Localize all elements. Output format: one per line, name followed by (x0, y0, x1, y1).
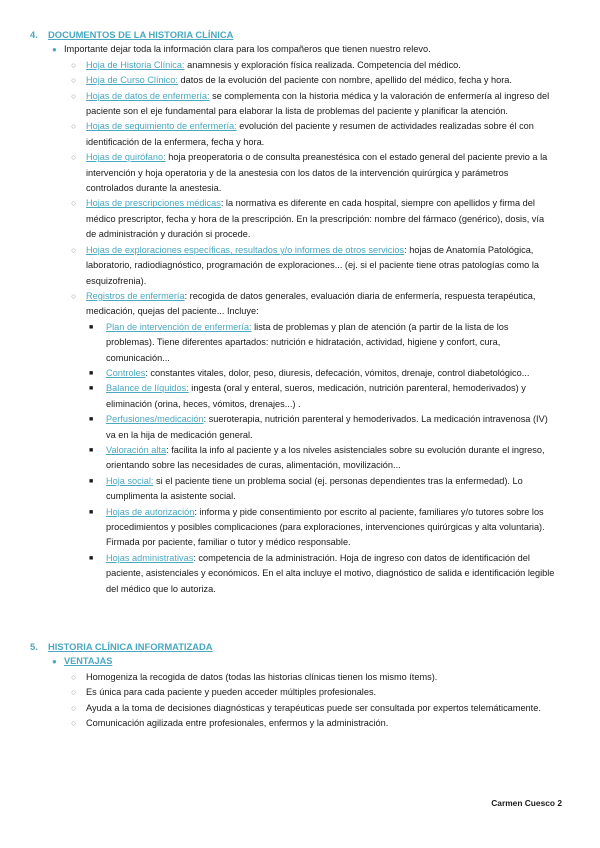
item-text: datos de la evolución del paciente con nombre, apellido del médico, fecha y hora. (177, 75, 512, 86)
square-bullet-icon: ■ (89, 554, 94, 562)
square-bullet-icon: ■ (89, 369, 94, 377)
subitem-text: : informa y pide consentimiento por escrito al paciente, familiares y/o tutores sobre los procedimientos y posibles complicaciones (para exploraciones, intervenciones quirúrgicas y alta voluntaria). Firmada por paciente, familiar o tutor y médico responsable. (106, 506, 545, 548)
square-bullet-icon: ■ (89, 508, 94, 516)
item-text: : hojas de Anatomía Patológica, laboratorio, radiodiagnóstico, programación de exploraciones... (ej. si el paciente tiene otras patologías como la esquizofrenia). (86, 244, 540, 286)
item-text: Comunicación agilizada entre profesionales, enfermos y la administración. (86, 718, 389, 729)
square-bullet-icon: ■ (89, 477, 94, 485)
list-item (30, 89, 556, 120)
sub-list-item (30, 474, 556, 505)
hollow-bullet-icon: ○ (71, 152, 77, 163)
hollow-bullet-icon: ○ (71, 198, 77, 209)
item-text: hoja preoperatoria o de consulta preanestésica con el estado general del paciente previo a la intervención y hoja operatoria y de la anestesia con los datos de la intervención quirúrgica y parámetros controlados durante la anestesia. (86, 152, 548, 194)
filled-bullet-icon: ● (52, 657, 57, 667)
section-5-title (30, 639, 570, 654)
sub-list-item (30, 443, 556, 474)
item-link[interactable]: Hojas de datos de enfermería: (86, 90, 210, 101)
hollow-bullet-icon: ○ (71, 244, 77, 255)
square-bullet-icon: ■ (89, 385, 94, 393)
subitem-text: ingesta (oral y enteral, sueros, medicación, nutrición parenteral, hemoderivados) y eliminación (orina, heces, vómitos, drenajes...) . (106, 383, 526, 409)
subitem-link[interactable]: Balance de líquidos: (106, 383, 189, 394)
hollow-bullet-icon: ○ (71, 59, 77, 70)
list-item (30, 119, 556, 150)
subitem-text: : constantes vitales, dolor, peso, diuresis, defecación, vómitos, drenaje, control diabetológico... (145, 367, 530, 378)
sub-list-item (30, 381, 556, 412)
list-item (30, 701, 556, 716)
ventajas-bullet (30, 654, 570, 669)
sub-list-item (30, 505, 556, 551)
item-text: anamnesis y exploración física realizada. Competencia del médico. (184, 59, 461, 70)
hollow-bullet-icon: ○ (71, 671, 77, 682)
subitem-text: : sueroterapia, nutrición parenteral y hemoderivados. La medicación intravenosa (IV) va en la hija de medicación general. (106, 414, 548, 440)
intro-bullet (30, 42, 570, 57)
section-title-text: HISTORIA CLÍNICA INFORMATIZADA (48, 641, 213, 652)
section-5 (30, 639, 570, 731)
subitem-link[interactable]: Plan de intervención de enfermería: (106, 321, 252, 332)
item-text: Ayuda a la toma de decisiones diagnósticas y terapéuticas puede ser consultada por expertos telemáticamente. (86, 702, 541, 713)
item-text: Homogeniza la recogida de datos (todas las historias clínicas tienen los mismo ítems). (86, 671, 438, 682)
sub-list-item (30, 412, 556, 443)
hollow-bullet-icon: ○ (71, 290, 77, 301)
list-item (30, 670, 556, 685)
subitem-text: : competencia de la administración. Hoja de ingreso con datos de identificación del paciente, asistenciales y económicos. En el alta incluye el motivo, diagnóstico de salida e identificación legible del médico que lo autoriza. (106, 552, 555, 594)
square-bullet-icon: ■ (89, 323, 94, 331)
sub-list-item (30, 551, 556, 597)
item-link[interactable]: Hojas de prescripciones médicas (86, 198, 221, 209)
subitem-text: lista de problemas y plan de atención (a partir de la lista de los problemas). Tiene diferentes apartados: nutrición e hidratación, actividad, higiene y confort, cura, comunicación... (106, 321, 509, 363)
filled-bullet-icon: ● (52, 45, 57, 55)
subitem-link[interactable]: Valoración alta (106, 444, 167, 455)
page-footer: Carmen Cuesco 2 (491, 798, 562, 808)
item-link[interactable]: Hojas de exploraciones específicas, resultados y/o informes de otros servicios (86, 244, 405, 255)
hollow-bullet-icon: ○ (71, 121, 77, 132)
item-text: : recogida de datos generales, evaluación diaria de enfermería, respuesta terapéutica, medicación, quejas del paciente... Incluye: (86, 290, 536, 317)
list-item (30, 150, 556, 196)
sub-list-item (30, 320, 556, 366)
item-link[interactable]: Hoja de Historia Clínica: (86, 59, 185, 70)
list-item (30, 196, 556, 242)
list-item (30, 58, 556, 73)
square-bullet-icon: ■ (89, 446, 94, 454)
subitem-link[interactable]: Hojas de autorización (106, 506, 195, 517)
item-link[interactable]: Hoja de Curso Clínico: (86, 75, 178, 86)
list-item (30, 73, 556, 88)
list-item (30, 685, 556, 700)
subitem-link[interactable]: Hoja social: (106, 475, 154, 486)
subitem-link[interactable]: Controles (106, 367, 146, 378)
item-text: Es única para cada paciente y pueden acceder múltiples profesionales. (86, 687, 377, 698)
section-number: 4. (30, 29, 38, 40)
list-item (30, 243, 556, 289)
intro-text: Importante dejar toda la información clara para los compañeros que tienen nuestro relevo. (64, 44, 431, 55)
subitem-link[interactable]: Perfusiones/medicación (106, 414, 204, 425)
list-item (30, 716, 556, 731)
hollow-bullet-icon: ○ (71, 687, 77, 698)
item-link[interactable]: Hojas de quirófano: (86, 152, 166, 163)
hollow-bullet-icon: ○ (71, 75, 77, 86)
section-4 (30, 27, 570, 597)
square-bullet-icon: ■ (89, 416, 94, 424)
section-title-text: DOCUMENTOS DE LA HISTORIA CLÍNICA (48, 29, 234, 40)
item-link[interactable]: Registros de enfermería (86, 290, 185, 301)
item-text: : la normativa es diferente en cada hospital, siempre con apellidos y firma del médico prescriptor, fecha y hora de la prescripción. En la prescripción: nombre del fármaco (genérico), dosis, vía de administración y duración si procede. (86, 198, 545, 240)
sub-list-item (30, 366, 556, 381)
hollow-bullet-icon: ○ (71, 718, 77, 729)
section-number: 5. (30, 641, 38, 652)
subitem-link[interactable]: Hojas administrativas (106, 552, 194, 563)
subitem-text: si el paciente tiene un problema social (ej. personas dependientes tras la enfermedad). Lo cumplimenta la asistente social. (106, 475, 523, 502)
section-4-title (30, 27, 570, 42)
item-link[interactable]: Hojas de seguimiento de enfermería: (86, 121, 237, 132)
list-item (30, 289, 556, 320)
subitem-text: : facilita la info al paciente y a los niveles asistenciales sobre su evolución durante el ingreso, orientando sobre las necesidades de curas, alimentación, movilización... (106, 444, 545, 471)
hollow-bullet-icon: ○ (71, 90, 77, 101)
ventajas-heading[interactable]: VENTAJAS (64, 656, 113, 667)
item-text: se complementa con la historia médica y la valoración de enfermería al ingreso del paciente son el eje fundamental para elaborar la lista de problemas del paciente y planificar la atención. (86, 90, 550, 117)
hollow-bullet-icon: ○ (71, 702, 77, 713)
item-text: evolución del paciente y resumen de actividades realizadas sobre él con identificación de la enfermera, fecha y hora. (86, 121, 534, 147)
